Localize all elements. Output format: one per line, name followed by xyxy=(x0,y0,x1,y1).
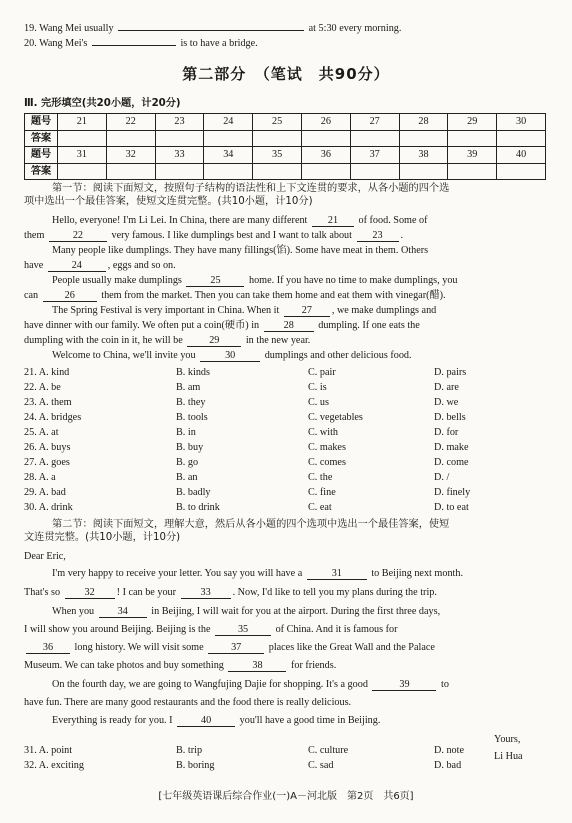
letter-line xyxy=(24,678,546,691)
option-item[interactable]: D. pairs xyxy=(434,367,467,378)
passage-text: have xyxy=(24,260,44,271)
answer-cell[interactable] xyxy=(106,163,155,180)
blank-33[interactable]: 33 xyxy=(181,587,231,599)
answer-cell[interactable] xyxy=(58,130,107,147)
answer-cell[interactable] xyxy=(497,130,546,147)
blank-35[interactable]: 35 xyxy=(215,624,271,636)
blank-34[interactable]: 34 xyxy=(99,606,147,618)
option-item[interactable]: 31. A. point xyxy=(24,745,73,756)
passage-text: . Now, I'd like to tell you my plans during the trip. xyxy=(232,587,437,598)
blank-39[interactable]: 39 xyxy=(372,679,436,691)
passage1-line xyxy=(24,334,546,347)
number-cell: 39 xyxy=(448,147,497,164)
passage1-line xyxy=(24,349,546,362)
passage1-line xyxy=(24,304,546,317)
answer-cell[interactable] xyxy=(301,130,350,147)
option-item[interactable]: C. with xyxy=(308,427,339,438)
passage-text: dumpling. If one eats the xyxy=(318,320,420,331)
passage-text: I will show you around Beijing. Beijing is the xyxy=(24,624,211,635)
blank-23[interactable]: 23 xyxy=(357,230,399,242)
blank-36[interactable]: 36 xyxy=(26,642,70,654)
answer-cell[interactable] xyxy=(448,163,497,180)
number-cell: 37 xyxy=(350,147,399,164)
number-cell: 24 xyxy=(204,114,253,131)
option-item[interactable]: B. trip xyxy=(176,745,203,756)
passage-text: dumplings and other delicious food. xyxy=(264,350,412,361)
passage-text: in Beijing, I will wait for you at the airport. During the first three days, xyxy=(151,606,441,617)
passage-text: places like the Great Wall and the Palace xyxy=(268,642,435,653)
passage-text: . xyxy=(400,230,404,241)
number-cell: 23 xyxy=(155,114,204,131)
passage1-line xyxy=(24,244,546,257)
blank-24[interactable]: 24 xyxy=(48,260,106,272)
passage-text: home. If you have no time to make dumplings, you xyxy=(248,275,458,286)
number-cell: 32 xyxy=(106,147,155,164)
option-item[interactable]: D. / xyxy=(434,472,450,483)
blank-27[interactable]: 27 xyxy=(284,305,330,317)
section-heading: Ⅲ. 完形填空(共20小题，计20分) xyxy=(24,98,181,109)
option-item[interactable]: B. in xyxy=(176,427,196,438)
passage-text: very famous. I like dumplings best and I want to talk about xyxy=(111,230,352,241)
blank-26[interactable]: 26 xyxy=(43,290,97,302)
passage1-line xyxy=(24,319,546,332)
answer-cell[interactable] xyxy=(106,130,155,147)
number-cell: 33 xyxy=(155,147,204,164)
passage1-line xyxy=(24,289,546,302)
passage1-line xyxy=(24,214,546,227)
table-row xyxy=(25,163,546,180)
passage-text: them from the market. Then you can take them home and eat them with vinegar(醋). xyxy=(101,290,446,301)
passage-text: of food. Some of xyxy=(358,215,428,226)
passage-text: Everything is ready for you. I xyxy=(52,715,173,726)
answer-cell[interactable] xyxy=(350,163,399,180)
option-item[interactable]: C. is xyxy=(308,382,327,393)
letter-line xyxy=(24,641,546,654)
option-item[interactable]: D. finely xyxy=(434,487,471,498)
option-item[interactable]: B. an xyxy=(176,472,198,483)
letter-signature: Li Hua xyxy=(494,751,523,762)
option-item[interactable]: 22. A. be xyxy=(24,382,61,393)
question-20-text: 20. Wang Mei's xyxy=(24,38,88,49)
option-item[interactable]: B. kinds xyxy=(176,367,210,378)
option-item[interactable]: B. go xyxy=(176,457,199,468)
blank-28[interactable]: 28 xyxy=(264,320,314,332)
number-cell: 29 xyxy=(448,114,497,131)
number-cell: 26 xyxy=(301,114,350,131)
passage1-line xyxy=(24,229,546,242)
answer-cell[interactable] xyxy=(155,130,204,147)
passage-text: ! I can be your xyxy=(116,587,177,598)
option-item[interactable]: C. eat xyxy=(308,502,332,513)
option-item[interactable]: 28. A. a xyxy=(24,472,56,483)
option-item[interactable]: 26. A. buys xyxy=(24,442,71,453)
number-cell: 27 xyxy=(350,114,399,131)
instruction-text: 项中选出一个最佳答案，使短文连贯完整。(共10小题，计10分) xyxy=(24,196,313,208)
option-item[interactable]: D. for xyxy=(434,427,459,438)
answer-cell[interactable] xyxy=(204,130,253,147)
blank-37[interactable]: 37 xyxy=(208,642,264,654)
option-item[interactable]: C. pair xyxy=(308,367,336,378)
blank-21[interactable]: 21 xyxy=(312,215,354,227)
passage-text: you'll have a good time in Beijing. xyxy=(239,715,381,726)
number-cell: 40 xyxy=(497,147,546,164)
option-item[interactable]: D. make xyxy=(434,442,469,453)
answer-cell[interactable] xyxy=(399,130,448,147)
part-title: 第二部分 （笔试 共90分） xyxy=(182,65,390,83)
passage-text: long history. We will visit some xyxy=(74,642,204,653)
passage-text: Museum. We can take photos and buy something xyxy=(24,660,224,671)
blank-29[interactable]: 29 xyxy=(187,335,241,347)
answer-cell[interactable] xyxy=(301,163,350,180)
letter-line xyxy=(24,605,546,618)
number-cell: 36 xyxy=(301,147,350,164)
question-20-tail: is to have a bridge. xyxy=(180,38,258,49)
blank-30[interactable]: 30 xyxy=(200,350,260,362)
option-item[interactable]: C. vegetables xyxy=(308,412,363,423)
answer-table xyxy=(24,113,546,180)
answer-cell[interactable] xyxy=(448,130,497,147)
option-item[interactable]: B. boring xyxy=(176,760,215,771)
page-footer: [七年级英语课后综合作业(一)A－河北版 第2页 共6页] xyxy=(158,791,414,802)
instruction-text: 第二节：阅读下面短文，理解大意，然后从各小题的四个选项中选出一个最佳答案，使短 xyxy=(52,519,450,530)
passage-text: Hello, everyone! I'm Li Lei. In China, there are many different xyxy=(52,215,308,226)
blank-25[interactable]: 25 xyxy=(186,275,244,287)
number-cell: 30 xyxy=(497,114,546,131)
passage-text: People usually make dumplings xyxy=(52,275,182,286)
answer-cell[interactable] xyxy=(155,163,204,180)
option-item[interactable]: B. to drink xyxy=(176,502,220,513)
option-item[interactable]: 29. A. bad xyxy=(24,487,66,498)
passage-text: That's so xyxy=(24,587,61,598)
number-cell: 25 xyxy=(253,114,302,131)
number-cell: 28 xyxy=(399,114,448,131)
answer-cell[interactable] xyxy=(253,163,302,180)
letter-greeting: Dear Eric, xyxy=(24,551,66,562)
table-row xyxy=(25,130,546,147)
number-cell: 21 xyxy=(58,114,107,131)
passage-text: dumpling with the coin in it, he will be xyxy=(24,335,183,346)
passage-text: Many people like dumplings. They have many fillings(馅). Some have meat in them. Others xyxy=(52,245,429,256)
option-item[interactable]: C. culture xyxy=(308,745,349,756)
section1-instructions xyxy=(24,182,546,209)
passage1-line xyxy=(24,274,546,287)
passage-text: , we make dumplings and xyxy=(331,305,437,316)
blank-38[interactable]: 38 xyxy=(228,660,286,672)
question-19-tail: at 5:30 every morning. xyxy=(308,23,402,34)
table-row xyxy=(25,114,546,131)
answer-cell[interactable] xyxy=(253,130,302,147)
option-item[interactable]: 32. A. exciting xyxy=(24,760,84,771)
option-item[interactable]: B. am xyxy=(176,382,201,393)
option-item[interactable]: B. they xyxy=(176,397,206,408)
option-item[interactable]: 24. A. bridges xyxy=(24,412,82,423)
letter-line xyxy=(24,623,546,636)
blank-32[interactable]: 32 xyxy=(65,587,115,599)
option-item[interactable]: C. sad xyxy=(308,760,334,771)
letter-line xyxy=(24,567,546,580)
answer-blank[interactable] xyxy=(118,30,304,31)
passage-text: I'm very happy to receive your letter. You say you will have a xyxy=(52,568,303,579)
option-item[interactable]: D. bells xyxy=(434,412,466,423)
answer-cell[interactable] xyxy=(497,163,546,180)
table-row xyxy=(25,147,546,164)
row-label-number: 题号 xyxy=(25,114,58,131)
passage1-line xyxy=(24,259,546,272)
number-cell: 38 xyxy=(399,147,448,164)
passage-text: to Beijing next month. xyxy=(371,568,464,579)
question-20 xyxy=(24,37,546,50)
number-cell: 22 xyxy=(106,114,155,131)
letter-line xyxy=(24,696,546,709)
option-item[interactable]: C. us xyxy=(308,397,329,408)
option-item[interactable]: B. buy xyxy=(176,442,204,453)
option-item[interactable]: D. note xyxy=(434,745,464,756)
letter-line xyxy=(24,659,546,672)
letter-line xyxy=(24,586,546,599)
passage-text: Welcome to China, we'll invite you xyxy=(52,350,196,361)
passage-text: have fun. There are many good restaurants and the food there is really delicious. xyxy=(24,697,352,708)
option-item[interactable]: D. to eat xyxy=(434,502,469,513)
option-item[interactable]: D. bad xyxy=(434,760,462,771)
option-item[interactable]: B. badly xyxy=(176,487,211,498)
blank-22[interactable]: 22 xyxy=(49,230,107,242)
option-item[interactable]: 25. A. at xyxy=(24,427,59,438)
number-cell: 34 xyxy=(204,147,253,164)
number-cell: 31 xyxy=(58,147,107,164)
option-item[interactable]: D. come xyxy=(434,457,469,468)
option-item[interactable]: C. fine xyxy=(308,487,336,498)
section2-instructions xyxy=(24,518,546,545)
passage-text: have dinner with our family. We often put a coin(硬币) in xyxy=(24,320,260,331)
instruction-text: 第一节：阅读下面短文，按照句子结构的语法性和上下文连贯的要求，从各小题的四个选 xyxy=(52,183,450,194)
option-item[interactable]: B. tools xyxy=(176,412,208,423)
passage-text: can xyxy=(24,290,39,301)
passage-text: in the new year. xyxy=(245,335,311,346)
passage-text: When you xyxy=(52,606,95,617)
letter-line xyxy=(24,714,546,727)
question-19-text: 19. Wang Mei usually xyxy=(24,23,114,34)
row-label-number: 题号 xyxy=(25,147,58,164)
passage-text: On the fourth day, we are going to Wangfujing Dajie for shopping. It's a good xyxy=(52,679,368,690)
instruction-text: 文连贯完整。(共10小题，计10分) xyxy=(24,532,181,544)
passage-text: The Spring Festival is very important in China. When it xyxy=(52,305,280,316)
option-item[interactable]: 21. A. kind xyxy=(24,367,70,378)
option-item[interactable]: C. the xyxy=(308,472,333,483)
answer-cell[interactable] xyxy=(204,163,253,180)
answer-cell[interactable] xyxy=(399,163,448,180)
passage-text: of China. And it is famous for xyxy=(275,624,398,635)
option-item[interactable]: 30. A. drink xyxy=(24,502,73,513)
blank-31[interactable]: 31 xyxy=(307,568,367,580)
option-item[interactable]: 23. A. them xyxy=(24,397,72,408)
row-label-answer: 答案 xyxy=(25,163,58,180)
passage-text: , eggs and so on. xyxy=(107,260,176,271)
answer-cell[interactable] xyxy=(58,163,107,180)
blank-40[interactable]: 40 xyxy=(177,715,235,727)
option-item[interactable]: 27. A. goes xyxy=(24,457,70,468)
question-19 xyxy=(24,22,546,35)
option-item[interactable]: C. comes xyxy=(308,457,346,468)
option-item[interactable]: C. makes xyxy=(308,442,346,453)
row-label-answer: 答案 xyxy=(25,130,58,147)
number-cell: 35 xyxy=(253,147,302,164)
passage-text: to xyxy=(441,679,449,690)
option-item[interactable]: D. we xyxy=(434,397,459,408)
answer-blank[interactable] xyxy=(92,45,176,46)
option-item[interactable]: D. are xyxy=(434,382,459,393)
passage-text: them xyxy=(24,230,45,241)
letter-closing: Yours, xyxy=(494,734,521,745)
passage-text: for friends. xyxy=(290,660,337,671)
answer-cell[interactable] xyxy=(350,130,399,147)
